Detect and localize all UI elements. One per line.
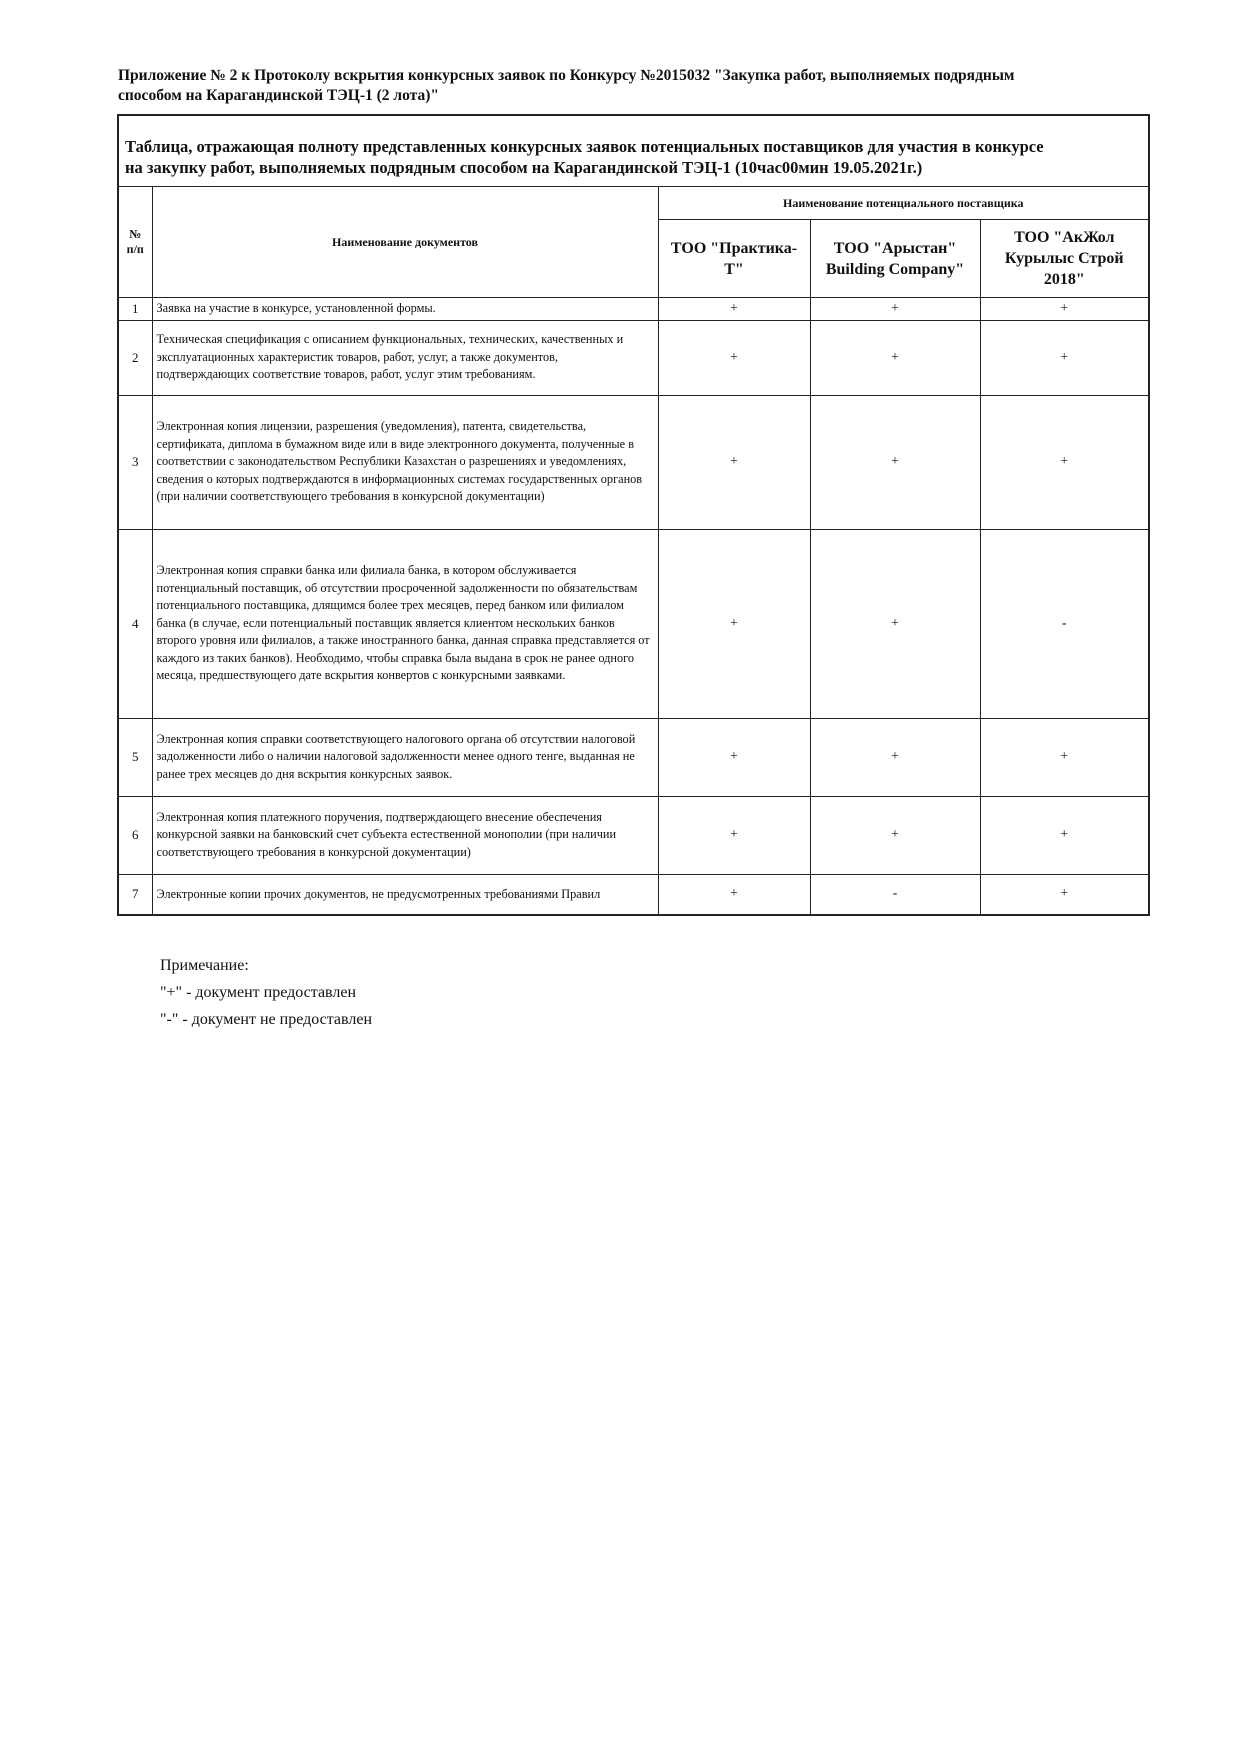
- note-minus: "-" - документ не предоставлен: [160, 1011, 373, 1028]
- mark-praktika: +: [658, 298, 810, 321]
- column-header-suppliers: Наименование потенциального поставщика: [658, 187, 1148, 220]
- table-row: [119, 529, 1148, 718]
- table-row: [119, 796, 1148, 874]
- table-title-line1: Таблица, отражающая полноту представленных конкурсных заявок потенциальных поставщиков для участия в конкурсе: [125, 137, 1044, 156]
- mark-arystan: +: [810, 298, 980, 321]
- mark-arystan: +: [810, 529, 980, 718]
- mark-arystan: +: [810, 796, 980, 874]
- document-name: Электронные копии прочих документов, не предусмотренных требованиями Правил: [152, 874, 658, 914]
- notes-title: Примечание:: [160, 957, 249, 974]
- table-row: [119, 874, 1148, 914]
- mark-praktika: +: [658, 320, 810, 395]
- mark-arystan: +: [810, 320, 980, 395]
- mark-arystan: -: [810, 874, 980, 914]
- appendix-heading: [118, 66, 1118, 106]
- supplier-header-akzhol: ТОО "АкЖол Курылыс Строй 2018": [980, 220, 1148, 298]
- mark-arystan: +: [810, 718, 980, 796]
- row-number: 5: [119, 718, 152, 796]
- column-header-number: № п/п: [119, 187, 152, 298]
- mark-arystan: +: [810, 395, 980, 529]
- mark-praktika: +: [658, 718, 810, 796]
- table-row: [119, 320, 1148, 395]
- mark-akzhol: +: [980, 320, 1148, 395]
- mark-akzhol: -: [980, 529, 1148, 718]
- column-header-documents: Наименование документов: [152, 187, 658, 298]
- mark-akzhol: +: [980, 874, 1148, 914]
- documents-table: [119, 187, 1148, 914]
- table-row: [119, 718, 1148, 796]
- row-number: 2: [119, 320, 152, 395]
- row-number: 6: [119, 796, 152, 874]
- row-number: 3: [119, 395, 152, 529]
- supplier-header-praktika: ТОО "Практика-Т": [658, 220, 810, 298]
- document-name: Техническая спецификация с описанием функциональных, технических, качественных и эксплуатационных характеристик товаров, работ, услуг, а также документов, подтверждающих соответствие товаров, работ, услуг этим требованиям.: [152, 320, 658, 395]
- row-number: 4: [119, 529, 152, 718]
- legend-notes: [160, 952, 372, 1033]
- table-row: [119, 298, 1148, 321]
- document-name: Электронная копия платежного поручения, подтверждающего внесение обеспечения конкурсной заявки на банковский счет субъекта естественной монополии (при наличии соответствующего требования в конкурсной документации): [152, 796, 658, 874]
- row-number: 7: [119, 874, 152, 914]
- table-title-line2: на закупку работ, выполняемых подрядным способом на Карагандинской ТЭЦ-1 (10час00мин 19.05.2021г.): [125, 158, 923, 177]
- table-row: [119, 395, 1148, 529]
- row-number: 1: [119, 298, 152, 321]
- mark-akzhol: +: [980, 718, 1148, 796]
- mark-akzhol: +: [980, 395, 1148, 529]
- header-row-1: [119, 187, 1148, 220]
- appendix-heading-line1: Приложение № 2 к Протоколу вскрытия конкурсных заявок по Конкурсу №2015032 "Закупка работ, выполняемых подрядным: [118, 67, 1015, 84]
- note-plus: "+" - документ предоставлен: [160, 984, 357, 1001]
- mark-praktika: +: [658, 395, 810, 529]
- mark-akzhol: +: [980, 298, 1148, 321]
- mark-praktika: +: [658, 874, 810, 914]
- document-name: Электронная копия лицензии, разрешения (уведомления), патента, свидетельства, сертификата, диплома в бумажном виде или в виде электронного документа, полученные в соответствии с законодательством Республики Казахстан о разрешениях и уведомлениях, сведения о которых подтверждаются в информационных системах государственных органов (при наличии соответствующего требования в конкурсной документации): [152, 395, 658, 529]
- completeness-table: [117, 114, 1150, 916]
- supplier-header-arystan: ТОО "Арыстан" Building Company": [810, 220, 980, 298]
- document-name: Заявка на участие в конкурсе, установленной формы.: [152, 298, 658, 321]
- document-name: Электронная копия справки соответствующего налогового органа об отсутствии налоговой задолженности либо о наличии налоговой задолженности менее одного тенге, выданная не ранее трех месяцев до дня вскрытия конкурсных заявок.: [152, 718, 658, 796]
- mark-praktika: +: [658, 796, 810, 874]
- appendix-heading-line2: способом на Карагандинской ТЭЦ-1 (2 лота)": [118, 87, 439, 104]
- mark-akzhol: +: [980, 796, 1148, 874]
- mark-praktika: +: [658, 529, 810, 718]
- document-name: Электронная копия справки банка или филиала банка, в котором обслуживается потенциальный поставщик, об отсутствии просроченной задолженности по обязательствам потенциального поставщика, длящимся более трех месяцев, перед банком или филиалом банка (в случае, если потенциальный поставщик является клиентом нескольких банков второго уровня или филиалов, а также иностранного банка, данная справка представляется от каждого из таких банков). Необходимо, чтобы справка была выдана в срок не ранее одного месяца, предшествующего дате вскрытия конвертов с конкурсными заявками.: [152, 529, 658, 718]
- table-title: [119, 116, 1148, 187]
